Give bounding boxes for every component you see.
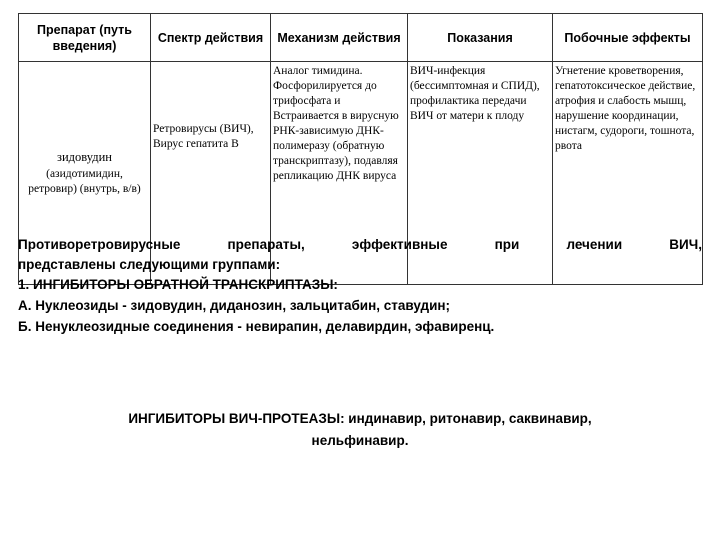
rt-inhibitors-heading: 1. ИНГИБИТОРЫ ОБРАТНОЙ ТРАНСКРИПТАЗЫ: <box>18 277 338 292</box>
cell-mechanism: Аналог тимидина. Фосфорилируется до трифосфата и Встраивается в вирусную РНК-зависимую ДНК-полимеразу (обратную транскриптазу), подавляя репликацию ДНК вируса <box>271 62 408 285</box>
cell-indications: ВИЧ-инфекция (бессимптомная и СПИД), профилактика передачи ВИЧ от матери к плоду <box>408 62 553 285</box>
drug-name: зидовудин <box>57 149 112 164</box>
cell-side-effects: Угнетение кроветворения, гепатотоксическое действие, атрофия и слабость мышц, нарушение координации, нистагм, судороги, тошнота, рвота <box>553 62 703 285</box>
header-drug: Препарат (путь введения) <box>19 14 151 62</box>
header-indications: Показания <box>408 14 553 62</box>
nucleosides-line: А. Нуклеозиды - зидовудин, диданозин, зальцитабин, ставудин; <box>18 298 451 313</box>
intro-line-1: Противоретровирусные препараты, эффективные при лечении ВИЧ, <box>18 237 702 252</box>
non-nucleosides-line: Б. Ненуклеозидные соединения - невирапин, делавирдин, эфавиренц. <box>18 319 495 334</box>
header-side-effects: Побочные эффекты <box>553 14 703 62</box>
protease-inhibitors-line-2: нельфинавир. <box>311 433 409 448</box>
protease-inhibitors-line-1: ИНГИБИТОРЫ ВИЧ-ПРОТЕАЗЫ: индинавир, ритонавир, саквинавир, <box>128 411 592 426</box>
drug-details: (азидотимидин, ретровир) (внутрь, в/в) <box>28 167 141 195</box>
intro-line-2: представлены следующими группами: <box>18 257 281 272</box>
table-header-row <box>19 14 703 62</box>
cell-spectrum: Ретровирусы (ВИЧ), Вирус гепатита В <box>151 62 271 285</box>
header-spectrum: Спектр действия <box>151 14 271 62</box>
header-mechanism: Механизм действия <box>271 14 408 62</box>
